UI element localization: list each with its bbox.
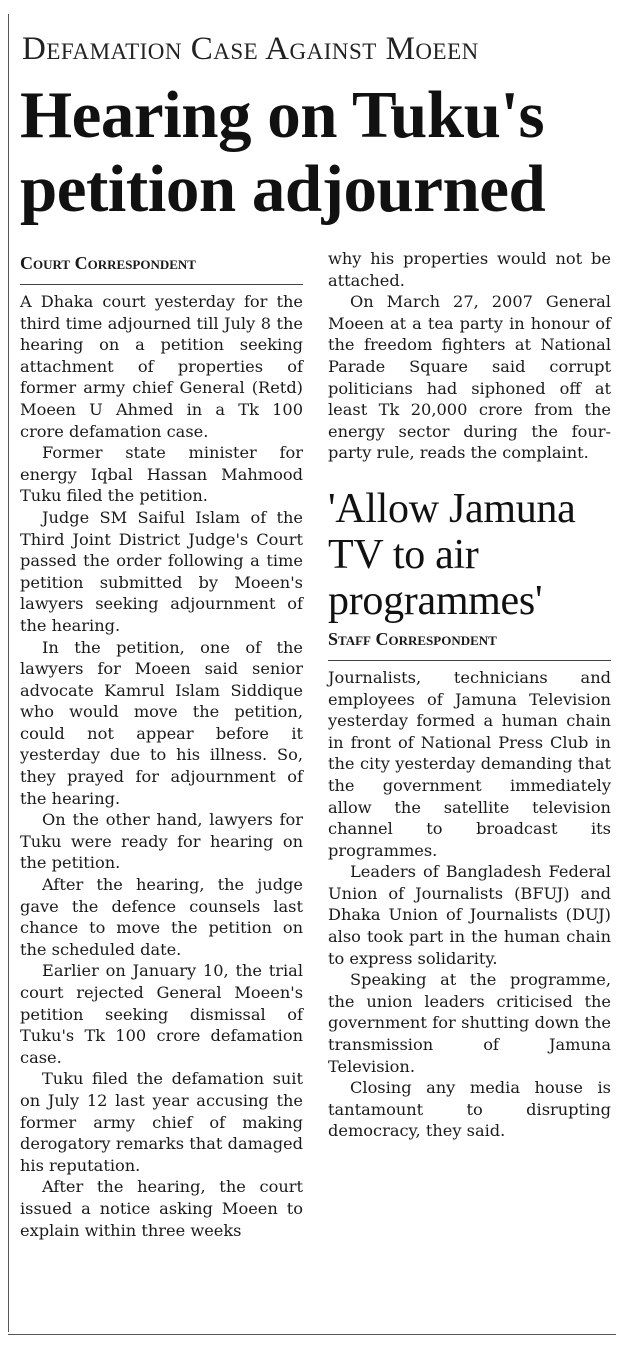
story1-paragraph: Earlier on January 10, the trial court rejected General Moeen's petition seeking dismissal of Tuku's Tk 100 crore defamation case. <box>20 961 303 1067</box>
story1-paragraph: In the petition, one of the lawyers for Moeen said senior advocate Kamrul Islam Siddique who would move the petition, could not appear before it yesterday due to his illness. So, they prayed for adjournment of the hearing. <box>20 637 303 808</box>
story2-paragraph: Leaders of Bangladesh Federal Union of Journalists (BFUJ) and Dhaka Union of Journalists (DUJ) also took part in the human chain to express solidarity. <box>328 862 611 968</box>
story2-headline-line-3: programmes' <box>328 577 543 624</box>
story2-headline <box>328 486 611 624</box>
story1-column-left <box>20 252 303 1241</box>
story2-headline-line-1: 'Allow Jamuna <box>328 485 576 532</box>
right-column <box>328 248 611 1142</box>
story1-paragraph: After the hearing, the judge gave the defence counsels last chance to move the petition on the scheduled date. <box>20 875 303 959</box>
story1-continued-paragraph: On March 27, 2007 General Moeen at a tea party in honour of the freedom fighters at National Parade Square said corrupt politicians had siphoned off at least Tk 20,000 crore from the energy sector during the four-party rule, reads the complaint. <box>328 292 611 463</box>
bottom-rule <box>8 1334 616 1335</box>
left-column-rule <box>8 14 9 1332</box>
kicker: Defamation Case Against Moeen <box>22 31 479 67</box>
story2-headline-line-2: TV to air <box>328 531 479 578</box>
story1-paragraph: After the hearing, the court issued a notice asking Moeen to explain within three weeks <box>20 1177 303 1240</box>
story2-paragraph: Journalists, technicians and employees of Jamuna Television yesterday formed a human chain in front of National Press Club in the city yesterday demanding that the government immediately allow the satellite television channel to broadcast its programmes. <box>328 667 611 860</box>
story1-paragraph: Judge SM Saiful Islam of the Third Joint District Judge's Court passed the order following a time petition submitted by Moeen's lawyers seeking adjournment of the hearing. <box>20 507 303 635</box>
story1-paragraph: A Dhaka court yesterday for the third time adjourned till July 8 the hearing on a petition seeking attachment of properties of former army chief General (Retd) Moeen U Ahmed in a Tk 100 crore defamation case. <box>20 292 303 441</box>
story1-paragraph: Tuku filed the defamation suit on July 12 last year accusing the former army chief of making derogatory remarks that damaged his reputation. <box>20 1069 303 1175</box>
story1-paragraph: On the other hand, lawyers for Tuku were ready for hearing on the petition. <box>20 810 303 873</box>
headline-line-2: petition adjourned <box>20 152 546 226</box>
main-headline <box>20 78 616 226</box>
headline-line-1: Hearing on Tuku's <box>20 78 545 152</box>
story1-continued-paragraph: why his properties would not be attached. <box>328 249 611 290</box>
story2-byline: Staff Correspondent <box>328 628 611 661</box>
story1-byline: Court Correspondent <box>20 252 303 285</box>
story2-paragraph: Closing any media house is tantamount to disrupting democracy, they said. <box>328 1078 611 1141</box>
story1-paragraph: Former state minister for energy Iqbal Hassan Mahmood Tuku filed the petition. <box>20 443 303 506</box>
story2-paragraph: Speaking at the programme, the union leaders criticised the government for shutting down the transmission of Jamuna Television. <box>328 970 611 1076</box>
